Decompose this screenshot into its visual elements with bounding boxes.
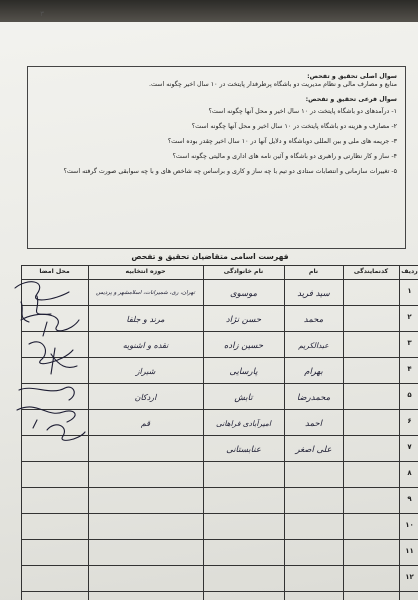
first-name-cell: عبدالکریم (298, 341, 329, 350)
first-name-cell: بهرام (304, 367, 323, 377)
first-name-cell: سید فرید (297, 289, 330, 299)
row-number: ۵ (407, 391, 412, 399)
sub-question-1: ۱- درآمدهای دو باشگاه پایتخت در ۱۰ سال اخیر و محل آنها چگونه است؟ (208, 108, 397, 115)
header-last-name: نام خانوادگی (223, 268, 264, 275)
sub-question-2: ۲- مصارف و هزینه دو باشگاه پایتخت در ۱۰ سال اخیر و محل آنها چگونه است؟ (191, 123, 397, 130)
signature-stroke (15, 282, 69, 315)
last-name-cell: حسن نژاد (225, 315, 262, 325)
signature-stroke (19, 387, 74, 400)
signature-stroke (17, 407, 75, 428)
page-number: ۳ (40, 10, 45, 18)
first-name-cell: محمد (303, 315, 324, 325)
sub-question-5: ۵- تغییرات سازمانی و انتصابات ستادی دو تیم با چه ساز و کاری و براساس چه شاخص های و با چه سوابقی صورت گرفته است؟ (63, 168, 397, 175)
header-row-number: ردیف (401, 268, 418, 275)
signature-stroke (47, 425, 85, 440)
binder-clip (0, 0, 418, 22)
sub-questions-title: سوال فرعی تحقیق و تفحص: (305, 96, 397, 103)
row-number: ۱۱ (405, 547, 414, 555)
header-first-name: نام (308, 268, 319, 275)
row-number: ۷ (407, 443, 412, 451)
district-cell: قم (140, 419, 151, 428)
district-cell: اردکان (134, 393, 157, 402)
applicants-table (21, 265, 418, 600)
last-name-cell: حسین زاده (223, 341, 264, 351)
first-name-cell: علی اصغر (295, 445, 332, 455)
row-number: ۳ (407, 339, 412, 347)
row-number: ۶ (407, 417, 412, 425)
district-cell: نقده و اشنویه (122, 341, 169, 350)
row-number: ۱۰ (405, 521, 414, 529)
header-district: حوزه انتخابیه (125, 268, 166, 275)
district-cell: شیراز (135, 367, 156, 376)
applicants-list-title: فهرست اسامی متقاضیان تحقیق و تفحص (131, 252, 289, 261)
row-number: ۴ (407, 365, 412, 373)
last-name-cell: عنابستانی (226, 445, 261, 455)
research-questions-box (27, 66, 406, 249)
district-cell: تهران، ری، شمیرانات، اسلامشهر و پردیس (96, 290, 195, 296)
main-question-text: منابع و مصارف مالی و نظام مدیریت دو باشگاه پرطرفدار پایتخت در ۱۰ سال اخیر چگونه است. (148, 81, 397, 88)
first-name-cell: محمدرضا (296, 393, 331, 403)
row-number: ۹ (407, 495, 412, 503)
last-name-cell: موسوی (229, 289, 258, 299)
header-code: کدنمایندگی (353, 268, 389, 275)
first-name-cell: احمد (305, 419, 322, 429)
row-number: ۲ (407, 313, 412, 321)
last-name-cell: پارسایی (229, 367, 258, 377)
last-name-cell: امیرآبادی فراهانی (216, 419, 271, 428)
district-cell: مرند و جلفا (126, 315, 165, 324)
row-number: ۱ (407, 287, 412, 295)
row-number: ۱۲ (405, 573, 414, 581)
sub-question-3: ۳- جریمه های ملی و بین المللی دوباشگاه و دلایل آنها در ۱۰ سال اخیر چقدر بوده است؟ (167, 138, 397, 145)
header-signature: محل امضا (39, 268, 70, 275)
row-number: ۸ (407, 469, 412, 477)
signature-stroke (29, 342, 73, 374)
main-question-title: سوال اصلی تحقیق و تفحص: (307, 73, 397, 80)
handwritten-signatures (7, 270, 89, 460)
last-name-cell: تابش (234, 393, 253, 403)
signature-stroke (21, 314, 79, 336)
sub-question-4: ۴- ساز و کار نظارتی و راهبری دو باشگاه و آئین نامه های اداری و مالیتی چگونه است؟ (172, 153, 397, 160)
